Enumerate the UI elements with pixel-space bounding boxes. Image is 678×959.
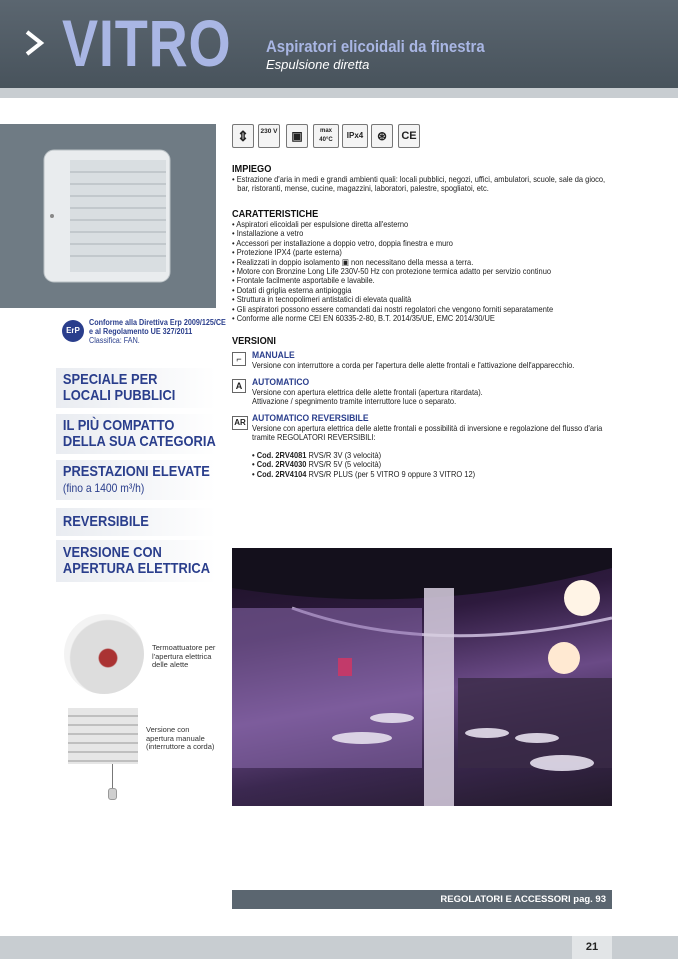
double-insulation-icon: ▣	[286, 124, 308, 148]
erp-line-1: Conforme alla Direttiva Erp 2009/125/CE	[89, 318, 226, 327]
manual-caption	[146, 726, 214, 752]
ce-icon: CE	[398, 124, 420, 148]
feature-line: IL PIÙ COMPATTO	[62, 417, 175, 434]
version-title-manuale: MANUALE	[252, 350, 295, 361]
ipx4-icon: IPx4	[342, 124, 368, 148]
cord-knob	[108, 788, 117, 800]
thermo-caption	[152, 644, 215, 670]
text-line: tramite REGOLATORI REVERSIBILI:	[252, 432, 376, 443]
impiego-heading: IMPIEGO	[232, 164, 272, 175]
restaurant-photo	[232, 548, 612, 806]
product-subtitle: Espulsione diretta	[266, 57, 370, 72]
caption-line: Termoattuatore per	[152, 643, 216, 652]
feature-line: PRESTAZIONI ELEVATE	[62, 463, 210, 480]
version-title-reversibile: AUTOMATICO REVERSIBILE	[252, 413, 369, 424]
feature-electric	[56, 540, 216, 582]
feature-compact	[56, 414, 216, 454]
caption-line: apertura manuale	[146, 733, 205, 743]
code: • Cod. 2RV4030	[252, 459, 307, 470]
feature-line: VERSIONE CON	[62, 544, 162, 561]
fan-drawing	[0, 124, 216, 308]
automatic-badge: A	[232, 379, 246, 393]
text-line: • Estrazione d'aria in medi e grandi ambienti quali: locali pubblici, negozi, uffici, ambulatori, scuole, sale da gioco,	[232, 174, 606, 184]
feature-reversible	[56, 508, 216, 536]
reversible-badge: AR	[232, 416, 248, 430]
text-line: Versione con apertura elettrica delle alette frontali (apertura ritardata).	[252, 387, 483, 397]
voltage-icon: 230 V	[258, 124, 280, 148]
list-item: • Realizzati in doppio isolamento ▣ non necessitano della messa a terra.	[232, 256, 474, 267]
certification-icon: ⊛	[371, 124, 393, 148]
versioni-heading: VERSIONI	[232, 336, 276, 347]
feature-line: SPECIALE PER	[62, 371, 158, 388]
accessories-link[interactable]: REGOLATORI E ACCESSORI pag. 93	[232, 890, 612, 909]
impiego-text	[232, 175, 605, 194]
text-line: bar, ristoranti, mense, cucine, magazzini, laboratori, palestre, spogliatoi, etc.	[237, 183, 489, 194]
list-item: • Conforme alle norme CEI EN 60335-2-80, B.T. 2014/35/UE, EMC 2014/30/UE	[232, 313, 495, 324]
text-line: Versione con apertura elettrica delle alette frontali e possibilità di inversione e regolazione del flusso d'aria	[252, 423, 603, 433]
list-item: • Motore con Bronzine Long Life 230V-50 Hz con protezione termica adatto per servizio continuo	[232, 266, 552, 277]
caratteristiche-heading: CARATTERISTICHE	[232, 209, 319, 220]
louver-image	[68, 708, 138, 764]
double-arrow-icon: ⇕	[232, 124, 254, 148]
list-item: • Protezione IPX4 (parte esterna)	[232, 247, 342, 258]
code-desc: RVS/R PLUS (per 5 VITRO 9 oppure 3 VITRO 12)	[308, 468, 476, 479]
erp-line-3: Classifica: FAN.	[89, 336, 140, 345]
code-row	[252, 470, 475, 479]
product-image	[0, 124, 216, 308]
list-item: • Frontale facilmente asportabile e lavabile.	[232, 275, 375, 286]
code: • Cod. 2RV4104	[252, 468, 307, 479]
pull-cord	[112, 764, 113, 790]
code-desc: RVS/R 5V (5 velocità)	[308, 459, 382, 470]
list-item: • Accessori per installazione a doppio vetro, doppia finestra e muro	[232, 237, 453, 248]
chevron-right-icon	[22, 28, 48, 58]
version-title-automatico: AUTOMATICO	[252, 377, 310, 388]
version-desc	[252, 424, 602, 443]
feature-line: REVERSIBILE	[62, 513, 149, 530]
page-number: 21	[572, 936, 612, 959]
feature-line: LOCALI PUBBLICI	[62, 387, 176, 404]
brand-title: VITRO	[62, 6, 232, 80]
feature-performance	[56, 460, 216, 500]
version-desc	[252, 361, 574, 370]
product-title: Aspiratori elicoidali da finestra	[266, 37, 485, 56]
caption-line: Versione con	[146, 725, 190, 734]
erp-badge-icon: ErP	[62, 320, 84, 342]
header-band	[0, 88, 678, 98]
feature-note: (fino a 1400 m³/h)	[62, 481, 145, 495]
feature-public-places	[56, 368, 216, 408]
list-item: • Installazione a vetro	[232, 228, 304, 239]
erp-line-2: e al Regolamento UE 327/2011	[89, 327, 193, 336]
version-desc	[252, 388, 483, 407]
list-item: • Aspiratori elicoidali per espulsione diretta all'esterno	[232, 219, 409, 229]
caption-line: delle alette	[152, 660, 189, 669]
list-item: • Struttura in tecnopolimeri antistatici di elevata qualità	[232, 294, 412, 305]
text-line: Versione con interruttore a corda per l'apertura delle alette frontali e l'attivazione dell'apparecchio.	[252, 360, 575, 370]
caratteristiche-list	[232, 220, 553, 323]
feature-line: DELLA SUA CATEGORIA	[62, 433, 216, 450]
caption-line: (interruttore a corda)	[146, 742, 215, 751]
code-desc: RVS/R 3V (3 velocità)	[308, 450, 382, 460]
list-item: • Dotati di griglia esterna antipioggia	[232, 284, 352, 295]
manual-switch-icon: ⌐	[232, 352, 246, 366]
code: • Cod. 2RV4081	[252, 450, 307, 460]
restaurant-drawing	[232, 548, 612, 806]
erp-compliance	[62, 318, 226, 348]
list-item: • Gli aspiratori possono essere comandati dai nostri regolatori che vengono forniti separatamente	[232, 303, 554, 314]
text-line: Attivazione / spegnimento tramite interruttore luce o separato.	[252, 396, 457, 407]
feature-line: APERTURA ELETTRICA	[62, 560, 211, 577]
caption-line: l'apertura elettrica	[152, 651, 212, 661]
thermo-actuator-image	[64, 614, 144, 694]
temperature-icon: max 40°C	[313, 124, 339, 148]
regulator-codes	[252, 451, 475, 479]
